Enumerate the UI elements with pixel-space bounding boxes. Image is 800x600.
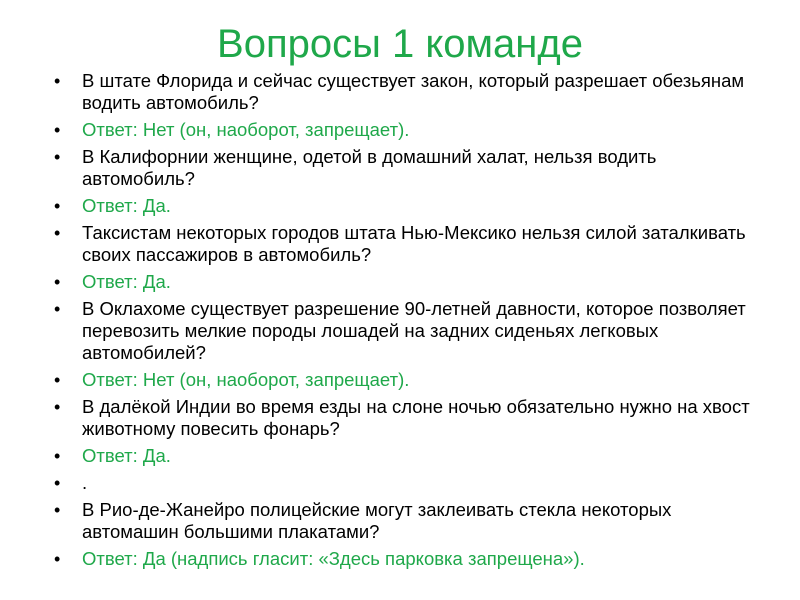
- bullet-icon: •: [54, 299, 61, 319]
- question-item: [50, 298, 770, 364]
- bullet-icon: •: [54, 147, 61, 167]
- bullet-icon: •: [54, 473, 61, 493]
- item-text: В Оклахоме существует разрешение 90-летней давности, которое позволяет перевозить мелкие породы лошадей на задних сиденьях легковых автомобилей?: [82, 298, 746, 363]
- item-text: Ответ: Да (надпись гласит: «Здесь парковка запрещена»).: [82, 548, 585, 569]
- bullet-icon: •: [54, 71, 61, 91]
- bullet-icon: •: [54, 397, 61, 417]
- question-item: [50, 222, 770, 266]
- item-text: Ответ: Да.: [82, 271, 171, 292]
- answer-item: [50, 369, 770, 391]
- question-item: [50, 396, 770, 440]
- bullet-icon: •: [54, 196, 61, 216]
- answer-item: [50, 119, 770, 141]
- item-text: Ответ: Да.: [82, 195, 171, 216]
- item-text: В далёкой Индии во время езды на слоне ночью обязательно нужно на хвост животному повесить фонарь?: [82, 396, 750, 439]
- bullet-list: [50, 70, 770, 575]
- slide-title: Вопросы 1 команде: [217, 22, 583, 66]
- question-item: [50, 70, 770, 114]
- item-text: В штате Флорида и сейчас существует закон, который разрешает обезьянам водить автомобиль?: [82, 70, 745, 113]
- bullet-icon: •: [54, 446, 61, 466]
- bullet-icon: •: [54, 272, 61, 292]
- answer-item: [50, 195, 770, 217]
- item-text: Ответ: Нет (он, наоборот, запрещает).: [82, 369, 410, 390]
- bullet-icon: •: [54, 500, 61, 520]
- bullet-icon: •: [54, 120, 61, 140]
- dot-item: [50, 472, 770, 494]
- item-text: В Рио-де-Жанейро полицейские могут заклеивать стекла некоторых автомашин большими плакатами?: [82, 499, 672, 542]
- item-text: Таксистам некоторых городов штата Нью-Мексико нельзя силой заталкивать своих пассажиров в автомобиль?: [82, 222, 746, 265]
- answer-item: [50, 445, 770, 467]
- item-text: В Калифорнии женщине, одетой в домашний халат, нельзя водить автомобиль?: [82, 146, 657, 189]
- bullet-icon: •: [54, 370, 61, 390]
- question-item: [50, 146, 770, 190]
- answer-item: [50, 548, 770, 570]
- question-item: [50, 499, 770, 543]
- item-text: .: [82, 472, 88, 493]
- item-text: Ответ: Да.: [82, 445, 171, 466]
- answer-item: [50, 271, 770, 293]
- bullet-icon: •: [54, 549, 61, 569]
- item-text: Ответ: Нет (он, наоборот, запрещает).: [82, 119, 410, 140]
- bullet-icon: •: [54, 223, 61, 243]
